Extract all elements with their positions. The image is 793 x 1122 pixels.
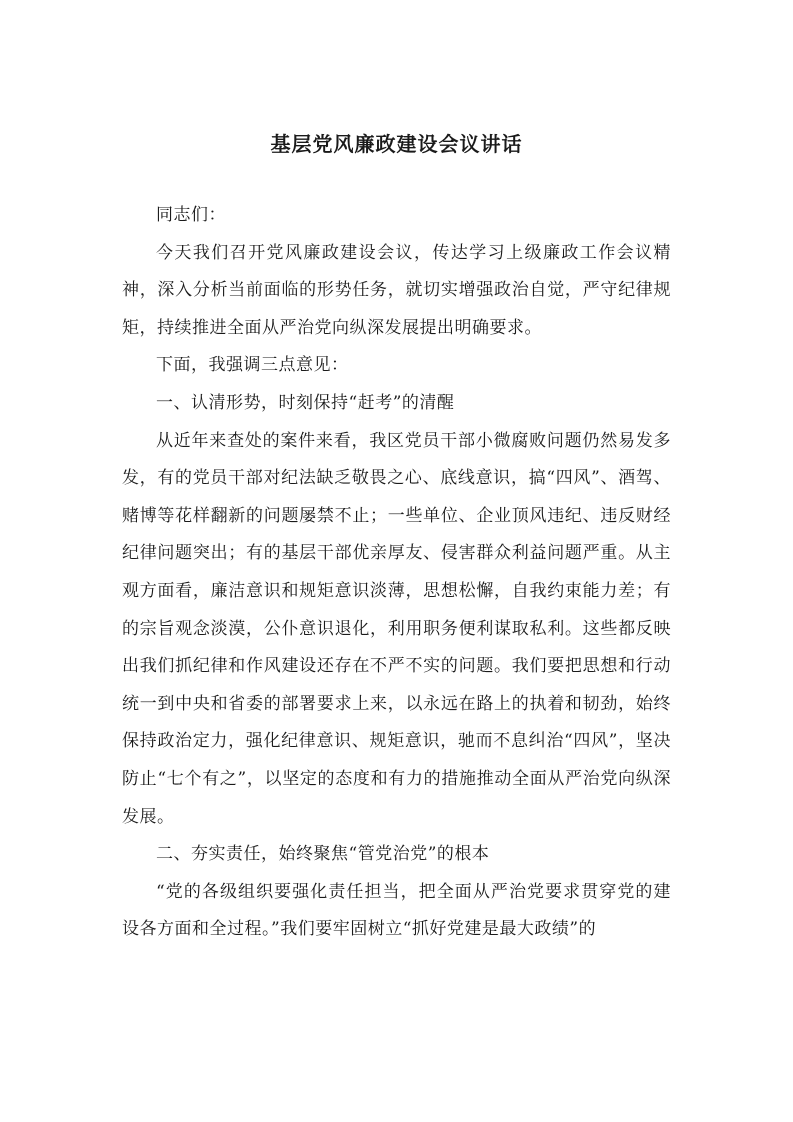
- opening-paragraph: 今天我们召开党风廉政建设会议，传达学习上级廉政工作会议精神，深入分析当前面临的形势任务，就切实增强政治自觉，严守纪律规矩，持续推进全面从严治党向纵深发展提出明确要求。: [122, 242, 671, 338]
- salutation: 同志们：: [156, 205, 226, 225]
- section-1-paragraph: 从近年来查处的案件来看，我区党员干部小微腐败问题仍然易发多发，有的党员干部对纪法缺乏敬畏之心、底线意识，搞“四风”、酒驾、赌博等花样翻新的问题屡禁不止；一些单位、企业顶风违纪、违反财经纪律问题突出；有的基层干部优亲厚友、侵害群众利益问题严重。从主观方面看，廉洁意识和规矩意识淡薄，思想松懈，自我约束能力差；有的宗旨观念淡漠，公仆意识退化，利用职务便利谋取私利。这些都反映出我们抓纪律和作风建设还存在不严不实的问题。我们要把思想和行动统一到中央和省委的部署要求上来，以永远在路上的执着和韧劲，始终保持政治定力，强化纪律意识、规矩意识，驰而不息纠治“四风”，坚决防止“七个有之”，以坚定的态度和有力的措施推动全面从严治党向纵深发展。: [122, 430, 671, 827]
- section-2-paragraph: “党的各级组织要强化责任担当，把全面从严治党要求贯穿党的建设各方面和全过程。”我们要牢固树立“抓好党建是最大政绩”的: [122, 881, 671, 940]
- document-title: 基层党风廉政建设会议讲话: [270, 132, 523, 156]
- section-heading-2: 二、夯实责任，始终聚焦“管党治党”的根本: [156, 844, 490, 865]
- section-heading-1: 一、认清形势，时刻保持“赶考”的清醒: [156, 392, 455, 413]
- transition-paragraph: 下面，我强调三点意见：: [156, 355, 349, 376]
- document-body: [122, 197, 671, 949]
